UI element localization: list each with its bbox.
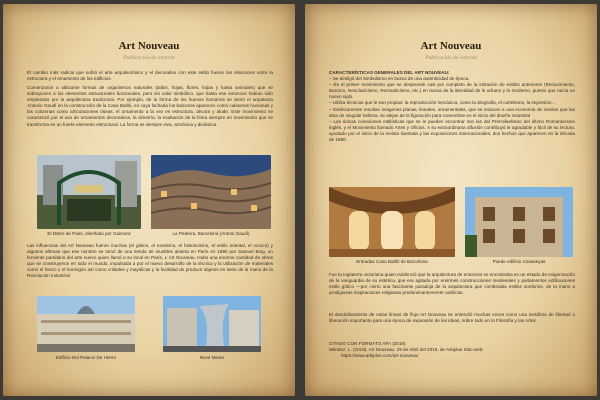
caption-palacio: Edificio Del Palacio De Hierro	[55, 355, 117, 360]
bullet-item: – Las únicas conexiones estilísticas que se le pueden encontrar son las del Prerrafaelismo del último Romanticismo inglés, y el Movimiento llamado Artes y Oficios. A su extraordinaria difusión contribuyó le agradable y fácil de su lectura, ayudado por el inicio de la revista ilustrada y las exposiciones internacionales; dos hechos que aparecen en la década de 1890.	[329, 118, 575, 143]
bullet-item: – Se desligó del Simbolismo en busca de una autenticidad de época.	[329, 76, 470, 82]
casa-batllo-photo	[329, 187, 455, 257]
bullet-item: – Estéticamente resultan imágenes planas, lineales, ornamentales, que se reducen a una economía de medios que las dota de singular belleza, se alejan de la figuración para convertirse en el inicio del diseño industrial	[329, 106, 575, 118]
citation-heading: CITADO CON FORMATO APA (2018)	[329, 341, 406, 346]
paragraph-intro: El cambio más radical que sufrió el arte arquitectónico y el decorativo con este estilo fueron las relaciones entre la estructura y el ornamento de los edificios.	[27, 70, 273, 82]
characteristics-section	[329, 70, 575, 143]
page-subtitle: Publicación de internet	[123, 55, 175, 61]
citation-url[interactable]: https://www.arkiplus.com/art-nouveau/	[341, 353, 419, 359]
paragraph-forms: Comenzaron a utilizarse formas de organismos naturales (tallos, hojas, flores, hojas y hasta animales) que se sobreponen a los elementos estructurales funcionales, pero sin valor simbólico, que hasta ese entonces habían sido empleados por la arquitectura tradicional. Por ejemplo, de la forma de los huesos humanos se sirvió el arquitecto Antonio Gaudí en la construcción de la Casa Batlló, en cuya fachada los balcones aparecen como calaveras humanas y las columnas como articulaciones óseas, el ornamento a la vez es estructura, decora y alude. Este movimiento se caracterizó por el uso de ornamentos decorativos, la simetría, la exaltación de la línea siempre en movimiento que se transforma en un fuerte elemento estructural. La forma es siempre viva, armónica y dinámica.	[27, 85, 273, 127]
caption-casa-batllo: Entradas Casa Batlló de Barcelona	[356, 259, 428, 264]
left-page	[3, 4, 295, 396]
characteristics-heading: CARACTERÍSTICAS GENERALES DEL ART NOUVEAU:	[329, 70, 450, 75]
la-pedrera-photo	[151, 155, 271, 229]
bullet-item: – Es el primer movimiento que se desprende casi por completo de la imitación de estilos anteriores (Renacimiento, Barroco, Neoclasicismo, Romanticismo, etc.) en busca de la identidad de lo urbano y lo moderno, puesto que nacía un nuevo siglo.	[329, 82, 575, 100]
page-title: Art Nouveau	[420, 40, 482, 52]
citation-section	[329, 341, 575, 359]
palacio-hierro-photo	[37, 296, 135, 352]
caption-metro: El Metro de Paris, diseñado por Guimard	[47, 231, 131, 236]
paragraph-influences: Las influencias del Art Nouveau fueron muchas (el gótico, el exotismo, el historicismo, el estilo oriental, el rococó) y algunos afirman que ese nombre se tomó de una tienda de muebles abierta en París en 1890 por Samuel Bing, un ferviente partidario del arte nuevo quien llamó a su local en París, L´Art Nouveau. Hubo una enorme cantidad de obras que se construyeron en todo el mundo, impulsada a por el nuevo desarrollo de la técnica y la utilización de materiales como el hierro y el hormigón así como cristales y mayólicas y la facilidad de producir objetos en serie de la mano de la Revolución Industrial.	[27, 243, 273, 279]
citation-reference: Méndez, L. (2019). Art Nouveau. 29 de Abril del 2019, de Arkiplus Sitio web:	[329, 347, 484, 353]
caption-pedrera: La Pedrera, Barcelona (Antoni Gaudí)	[172, 231, 250, 236]
bullet-item: – Utiliza técnicas que le son propias: la reproducción mecánica, como la xilografía, el cartelismo, la impresión...	[329, 100, 556, 106]
nove-mesto-photo	[163, 296, 261, 352]
casaseyas-photo	[465, 187, 573, 257]
paragraph-victorian: Fue la Inglaterra victoriana quien evidenció que la arquitectura de entonces se encontraba en un estado de exigenzación de la vanguardia de su estética, que era agitada por enormes construcciones medievales y parlamentos edificaciones estilo gótico —por cierto una fascinante paradoja de la arquitectura que combinaba estilos sombríos, de la mano a prodigiosas inspiraciones religiosas predominantemente católicas.	[329, 272, 575, 296]
caption-casaseyas: Puede edificio Casaseyas	[492, 259, 546, 264]
page-subtitle: Publicación de internet	[425, 55, 477, 61]
caption-nove-mesto: Nové Mesto	[199, 355, 225, 360]
paragraph-liberation: El desdoblamiento de estas líneas de flujo Art Nouveau se entendió muchas veces como una metáfora de libertad o liberación importante para una época de expansión de las ideas, sobre todo en la Filosofía y las Artes.	[329, 312, 575, 324]
page-title: Art Nouveau	[118, 40, 180, 52]
right-page	[305, 4, 597, 396]
metro-paris-photo	[37, 155, 141, 229]
